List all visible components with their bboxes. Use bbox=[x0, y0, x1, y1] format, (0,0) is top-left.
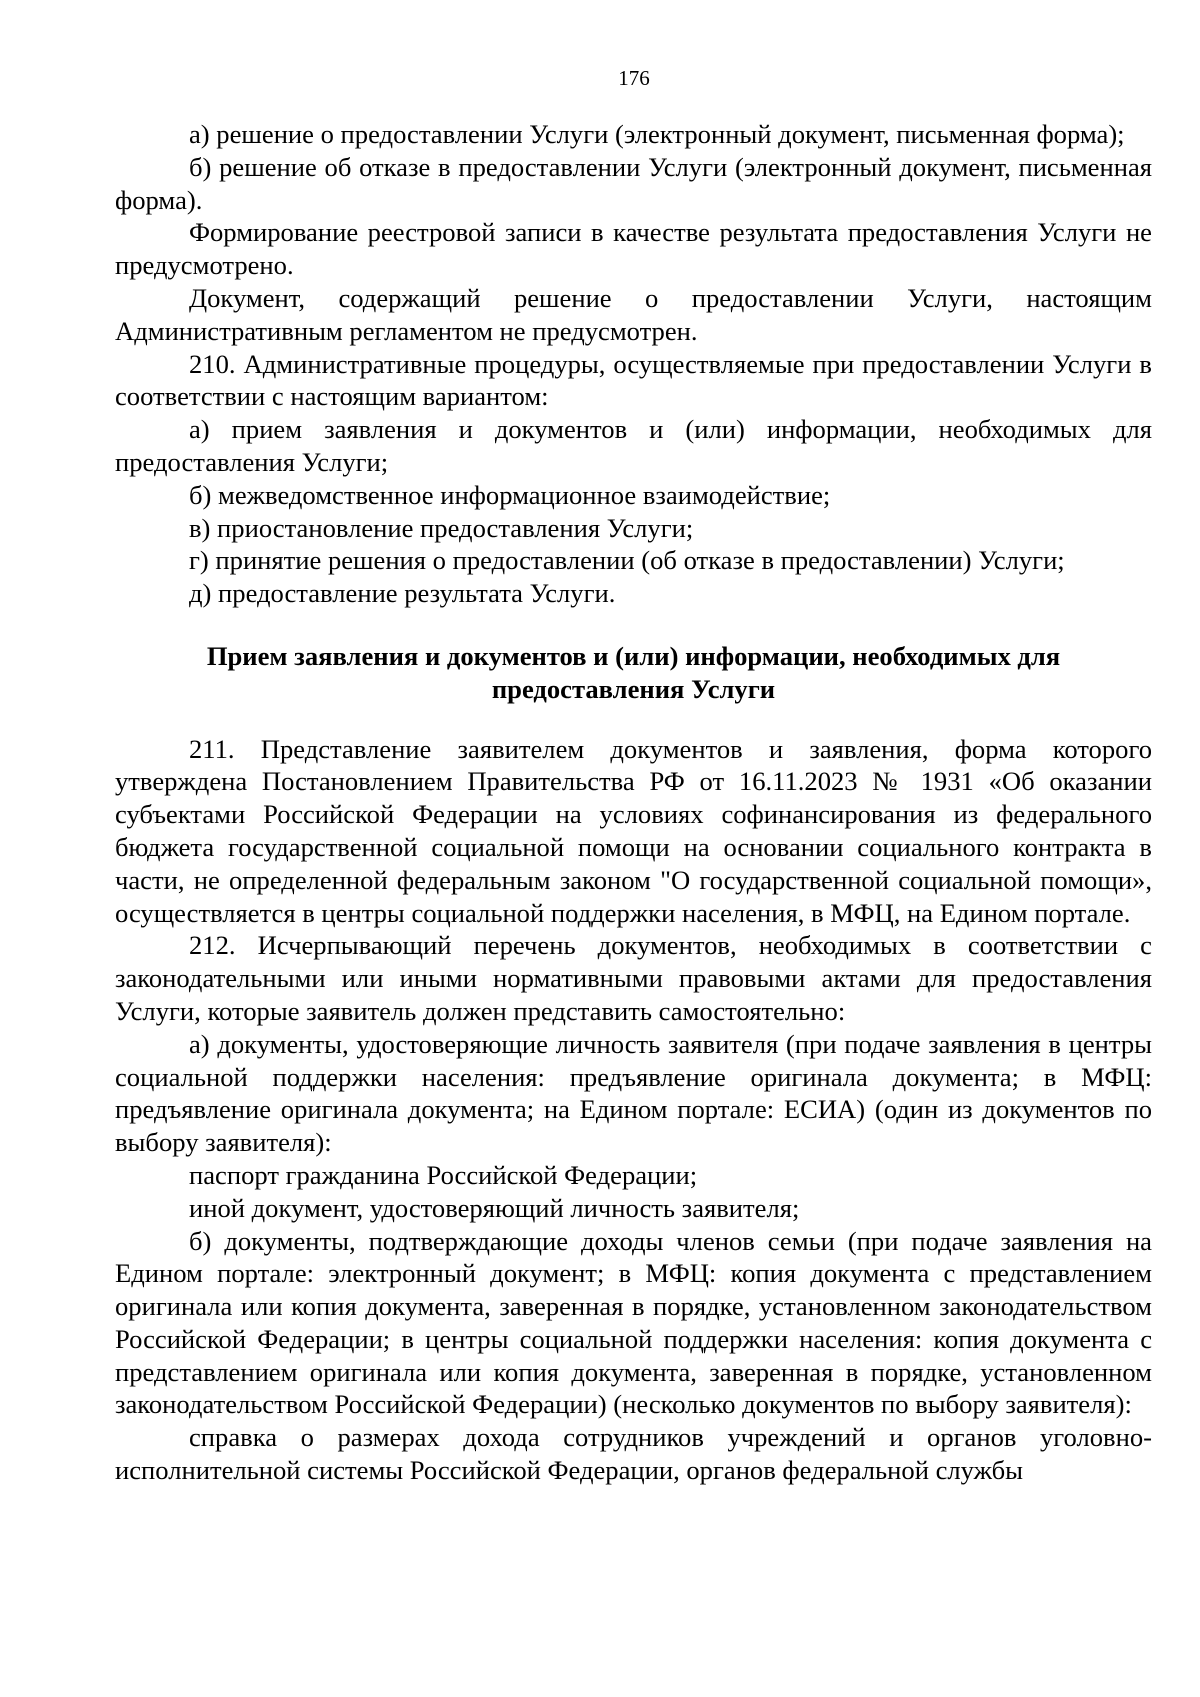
list-item-procedure-g: г) принятие решения о предоставлении (об отказе в предоставлении) Услуги; bbox=[189, 545, 1065, 576]
list-item-procedure-d: д) предоставление результата Услуги. bbox=[189, 578, 616, 609]
paragraph-decision-granted: а) решение о предоставлении Услуги (электронный документ, письменная форма); bbox=[189, 119, 1125, 149]
paragraph-210: 210. Административные процедуры, осуществляемые при предоставлении Услуги в соответствии с настоящим вариантом: bbox=[115, 348, 1152, 412]
paragraph-registry-record: Формирование реестровой записи в качестве результата предоставления Услуги не предусмотрено. bbox=[115, 217, 1152, 281]
list-item-passport: паспорт гражданина Российской Федерации; bbox=[189, 1159, 698, 1190]
paragraph-decision-document: Документ, содержащий решение о предоставлении Услуги, настоящим Административным регламентом не предусмотрен. bbox=[115, 282, 1152, 346]
section-heading: Прием заявления и документов и (или) информации, необходимых для предоставления Услуги bbox=[206, 640, 1061, 704]
document-body bbox=[115, 118, 1152, 1487]
list-item-procedure-v: в) приостановление предоставления Услуги; bbox=[189, 512, 694, 543]
paragraph-decision-refused: б) решение об отказе в предоставлении Услуги (электронный документ, письменная форма). bbox=[115, 151, 1152, 215]
list-item-identity-documents: а) документы, удостоверяющие личность заявителя (при подаче заявления в центры социальной поддержки населения: предъявление оригинала документа; в МФЦ: предъявление оригинала документа; на Едином портале: ЕСИА) (один из документов по выбору заявителя): bbox=[115, 1028, 1152, 1158]
list-item-procedure-a: а) прием заявления и документов и (или) информации, необходимых для предоставления Услуги; bbox=[115, 414, 1152, 477]
page-number: 176 bbox=[618, 66, 650, 90]
paragraph-212: 212. Исчерпывающий перечень документов, необходимых в соответствии с законодательными или иными нормативными правовыми актами для предоставления Услуги, которые заявитель должен представить самостоятельно: bbox=[115, 930, 1152, 1026]
paragraph-211: 211. Представление заявителем документов и заявления, форма которого утверждена Постановлением Правительства РФ от 16.11.2023 № 1931 «Об оказании субъектами Российской Федерации на условиях софинансирования из федерального бюджета государственной социальной помощи на основании социального контракта в части, не определенной федеральным законом "О государственной социальной помощи», осуществляется в центры социальной поддержки населения, в МФЦ, на Едином портале. bbox=[115, 733, 1152, 928]
list-item-income-documents: б) документы, подтверждающие доходы членов семьи (при подаче заявления на Едином портале: электронный документ; в МФЦ: копия документа с представлением оригинала или копия документа, заверенная в порядке, установленном законодательством Российской Федерации; в центры социальной поддержки населения: копия документа с представлением оригинала или копия документа, заверенная в порядке, установленном законодательством Российской Федерации) (несколько документов по выбору заявителя): bbox=[115, 1225, 1152, 1420]
list-item-procedure-b: б) межведомственное информационное взаимодействие; bbox=[189, 479, 831, 510]
list-item-other-id: иной документ, удостоверяющий личность заявителя; bbox=[189, 1192, 800, 1223]
list-item-income-certificate: справка о размерах дохода сотрудников учреждений и органов уголовно-исполнительной системы Российской Федерации, органов федеральной службы bbox=[115, 1422, 1152, 1486]
